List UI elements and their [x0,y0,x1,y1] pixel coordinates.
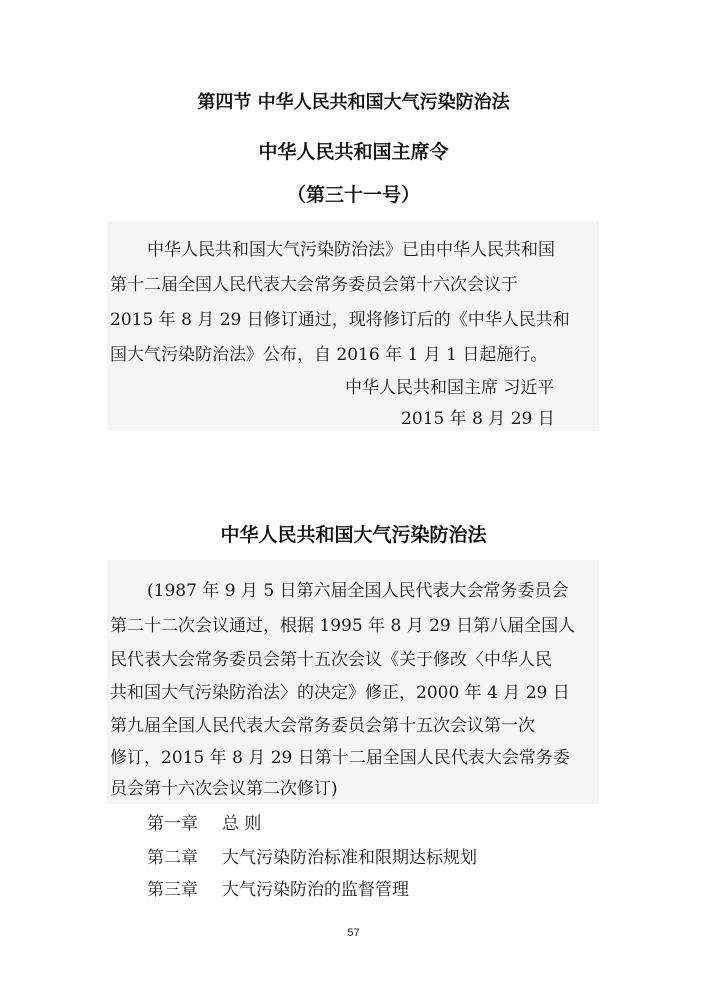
history-line-5: 第九届全国人民代表大会常务委员会第十五次会议第一次 [110,716,535,736]
chapter-1-number: 第一章 [147,814,198,834]
order-signature: 中华人民共和国主席 习近平 [345,378,555,398]
order-date: 2015 年 8 月 29 日 [401,409,555,429]
history-line-2: 第二十二次会议通过，根据 1995 年 8 月 29 日第八届全国人 [110,616,576,636]
law-title: 中华人民共和国大气污染防治法 [220,524,487,546]
page-number: 57 [347,927,360,939]
chapter-1-title: 总 则 [222,814,262,834]
history-line-6: 修订，2015 年 8 月 29 日第十二届全国人民代表大会常务委 [110,748,570,768]
order-text-line-4: 国大气污染防治法》公布，自 2016 年 1 月 1 日起施行。 [110,345,548,365]
chapter-3-title: 大气污染防治的监督管理 [222,880,409,900]
history-line-3: 民代表大会常务委员会第十五次会议《关于修改〈中华人民 [110,650,552,670]
history-line-1: (1987 年 9 月 5 日第六届全国人民代表大会常务委员会 [147,581,569,601]
order-title: 中华人民共和国主席令 [258,141,449,163]
history-line-7: 员会第十六次会议第二次修订) [110,779,338,799]
history-line-4: 共和国大气污染防治法〉的决定》修正，2000 年 4 月 29 日 [110,683,570,703]
order-number: （第三十一号） [286,184,420,206]
order-text-line-1: 中华人民共和国大气污染防治法》已由中华人民共和国 [147,240,555,260]
chapter-2-title: 大气污染防治标准和限期达标规划 [222,848,477,868]
chapter-2-number: 第二章 [147,848,198,868]
chapter-3-number: 第三章 [147,880,198,900]
order-text-line-3: 2015 年 8 月 29 日修订通过，现将修订后的《中华人民共和 [110,310,570,330]
section-title: 第四节 中华人民共和国大气污染防治法 [197,92,510,113]
order-text-line-2: 第十二届全国人民代表大会常务委员会第十六次会议于 [110,275,518,295]
